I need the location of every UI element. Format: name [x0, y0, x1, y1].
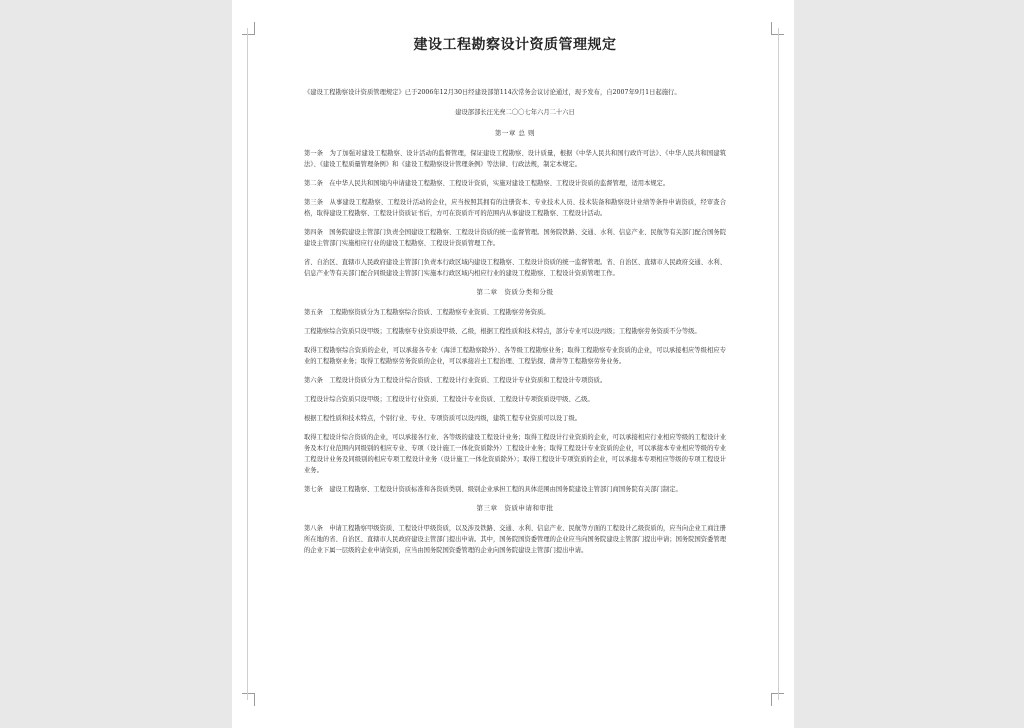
article-paragraph: 第七条 建设工程勘察、工程设计资质标准和各资质类别、级别企业承担工程的具体范围由国务院建设主管部门商国务院有关部门制定。 — [304, 486, 682, 493]
article-paragraph: 第六条 工程设计资质分为工程设计综合资质、工程设计行业资质、工程设计专业资质和工程设计专项资质。 — [304, 377, 607, 384]
document-signature: 建设部部长汪光焘二〇〇七年六月二十六日 — [455, 109, 575, 116]
crop-mark-top-left — [242, 22, 255, 35]
article-paragraph: 工程设计综合资质只设甲级；工程设计行业资质、工程设计专业资质、工程设计专项资质设甲级、乙级。 — [304, 396, 594, 403]
margin-line-left — [247, 28, 248, 700]
document-title: 建设工程勘察设计资质管理规定 — [413, 37, 617, 53]
article-paragraph: 第五条 工程勘察资质分为工程勘察综合资质、工程勘察专业资质、工程勘察劳务资质。 — [304, 309, 550, 316]
article-paragraph: 工程勘察综合资质只设甲级；工程勘察专业资质设甲级、乙级，根据工程性质和技术特点，部分专业可以设丙级；工程勘察劳务资质不分等级。 — [304, 328, 701, 335]
document-intro: 《建设工程勘察设计资质管理规定》已于2006年12月30日经建设部第114次常务会议讨论通过，现予发布，自2007年9月1日起施行。 — [304, 89, 681, 96]
article-paragraph: 根据工程性质和技术特点，个别行业、专业、专项资质可以设丙级，建筑工程专业资质可以设丁级。 — [304, 415, 582, 422]
document-body — [304, 128, 726, 556]
article-paragraph: 省、自治区、直辖市人民政府建设主管部门负责本行政区域内建设工程勘察、工程设计资质的统一监督管理。省、自治区、直辖市人民政府交通、水利、信息产业等有关部门配合同级建设主管部门实施本行政区域内相应行业的建设工程勘察、工程设计资质管理工作。 — [304, 259, 726, 277]
chapter-heading: 第一章 总 则 — [494, 129, 536, 137]
article-paragraph: 第三条 从事建设工程勘察、工程设计活动的企业，应当按照其拥有的注册资本、专业技术人员、技术装备和勘察设计业绩等条件申请资质，经审查合格，取得建设工程勘察、工程设计资质证书后，方可在资质许可的范围内从事建设工程勘察、工程设计活动。 — [304, 199, 726, 217]
article-paragraph: 第二条 在中华人民共和国境内申请建设工程勘察、工程设计资质，实施对建设工程勘察、工程设计资质的监督管理，适用本规定。 — [304, 180, 670, 187]
chapter-heading: 第三章 资质申请和审批 — [476, 504, 554, 512]
article-paragraph: 第四条 国务院建设主管部门负责全国建设工程勘察、工程设计资质的统一监督管理。国务院铁路、交通、水利、信息产业、民航等有关部门配合国务院建设主管部门实施相应行业的建设工程勘察、工程设计资质管理工作。 — [304, 229, 726, 247]
document-page — [232, 0, 794, 728]
article-paragraph: 第八条 申请工程勘察甲级资质、工程设计甲级资质，以及涉及铁路、交通、水利、信息产业、民航等方面的工程设计乙级资质的，应当向企业工商注册所在地的省、自治区、直辖市人民政府建设主管部门提出申请。其中，国务院国资委管理的企业应当向国务院建设主管部门提出申请；国务院国资委管理的企业下属一层级的企业申请资质，应当由国务院国资委管理的企业向国务院建设主管部门提出申请。 — [304, 525, 726, 554]
document-content — [304, 34, 726, 564]
margin-line-right — [778, 28, 779, 700]
article-paragraph: 取得工程设计综合资质的企业，可以承接各行业、各等级的建设工程设计业务；取得工程设计行业资质的企业，可以承接相应行业相应等级的工程设计业务及本行业范围内同级别的相应专业、专项（设计施工一体化资质除外）工程设计业务；取得工程设计专业资质的企业，可以承接本专业相应等级的专业工程设计业务及同级别的相应专项工程设计业务（设计施工一体化资质除外）；取得工程设计专项资质的企业，可以承接本专项相应等级的专项工程设计业务。 — [304, 434, 726, 474]
chapter-heading: 第二章 资质分类和分级 — [476, 288, 554, 296]
crop-mark-bottom-left — [242, 693, 255, 706]
article-paragraph: 第一条 为了加强对建设工程勘察、设计活动的监督管理，保证建设工程勘察、设计质量，根据《中华人民共和国行政许可法》、《中华人民共和国建筑法》、《建设工程质量管理条例》和《建设工程勘察设计管理条例》等法律、行政法规，制定本规定。 — [304, 150, 726, 168]
article-paragraph: 取得工程勘察综合资质的企业，可以承接各专业（海洋工程勘察除外）、各等级工程勘察业务；取得工程勘察专业资质的企业，可以承接相应等级相应专业的工程勘察业务；取得工程勘察劳务资质的企业，可以承接岩土工程治理、工程钻探、凿井等工程勘察劳务业务。 — [304, 347, 726, 365]
